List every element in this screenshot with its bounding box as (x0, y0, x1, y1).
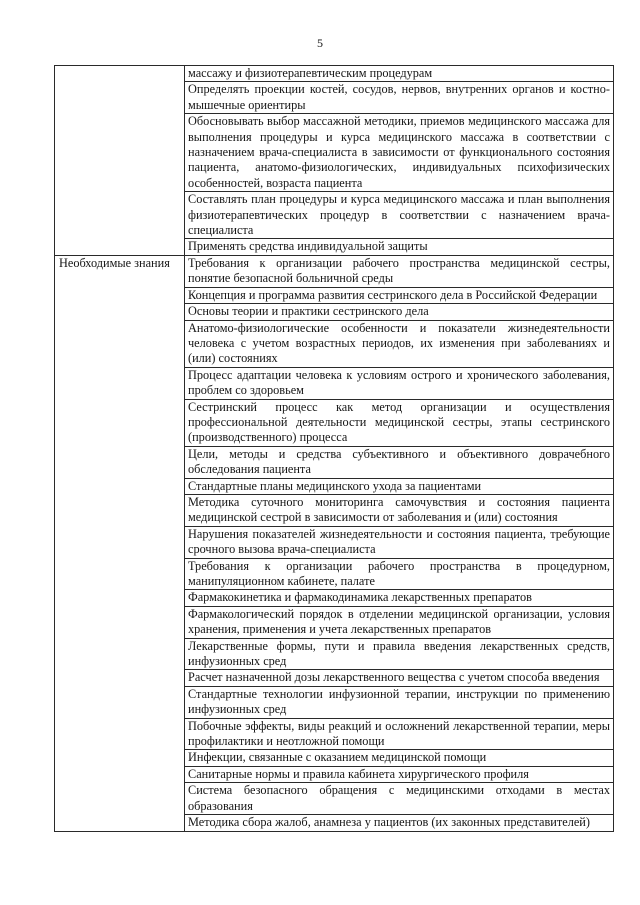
requirement-item: Сестринский процесс как метод организации и осуществления профессиональной деятельности медицинской сестры, этапы сестринского (производственного) процесса (185, 399, 614, 446)
requirement-item: Методика суточного мониторинга самочувствия и состояния пациента медицинской сестрой в зависимости от заболевания и (или) состояния (185, 494, 614, 526)
requirement-item: Расчет назначенной дозы лекарственного вещества с учетом способа введения (185, 670, 614, 686)
requirement-item: Фармакокинетика и фармакодинамика лекарственных препаратов (185, 590, 614, 606)
section-label (55, 66, 185, 256)
requirement-item: Анатомо-физиологические особенности и показатели жизнедеятельности человека с учетом возрастных периодов, их изменения при заболеваниях и (или) состояниях (185, 320, 614, 367)
requirement-item: Побочные эффекты, виды реакций и осложнений лекарственной терапии, меры профилактики и неотложной помощи (185, 718, 614, 750)
requirement-item: Процесс адаптации человека к условиям острого и хронического заболевания, проблем со здоровьем (185, 367, 614, 399)
requirement-item: Нарушения показателей жизнедеятельности и состояния пациента, требующие срочного вызова врача-специалиста (185, 526, 614, 558)
section-label: Необходимые знания (55, 255, 185, 831)
requirement-item: Применять средства индивидуальной защиты (185, 239, 614, 255)
requirement-item: Основы теории и практики сестринского дела (185, 304, 614, 320)
requirement-item: Определять проекции костей, сосудов, нервов, внутренних органов и костно-мышечные ориентиры (185, 82, 614, 114)
requirement-item: Составлять план процедуры и курса медицинского массажа и план выполнения физиотерапевтических процедур в соответствии с назначением врача-специалиста (185, 192, 614, 239)
requirement-item: Фармакологический порядок в отделении медицинской организации, условия хранения, применения и учета лекарственных препаратов (185, 606, 614, 638)
requirement-item: Стандартные технологии инфузионной терапии, инструкции по применению инфузионных сред (185, 686, 614, 718)
requirement-item: Стандартные планы медицинского ухода за пациентами (185, 478, 614, 494)
requirement-item: Лекарственные формы, пути и правила введения лекарственных средств, инфузионных сред (185, 638, 614, 670)
page-number: 5 (317, 36, 323, 50)
requirement-item: Система безопасного обращения с медицинскими отходами в местах образования (185, 783, 614, 815)
requirement-item: Концепция и программа развития сестринского дела в Российской Федерации (185, 287, 614, 303)
requirement-item: Инфекции, связанные с оказанием медицинской помощи (185, 750, 614, 766)
requirement-item: Обосновывать выбор массажной методики, приемов медицинского массажа для выполнения процедуры и курса медицинского массажа в соответствии с назначением врача-специалиста в зависимости от функционального состояния пациента, анатомо-физиологических, индивидуальных психофизических особенностей, возраста пациента (185, 114, 614, 192)
table-row (55, 66, 614, 82)
requirement-item: Санитарные нормы и правила кабинета хирургического профиля (185, 766, 614, 782)
requirement-item: Методика сбора жалоб, анамнеза у пациентов (их законных представителей) (185, 815, 614, 831)
requirement-item: Требования к организации рабочего пространства в процедурном, манипуляционном кабинете, палате (185, 558, 614, 590)
requirement-item: Требования к организации рабочего пространства медицинской сестры, понятие безопасной больничной среды (185, 255, 614, 287)
requirements-table (54, 65, 614, 832)
requirement-item: Цели, методы и средства субъективного и объективного доврачебного обследования пациента (185, 446, 614, 478)
table-row (55, 255, 614, 287)
requirement-item: массажу и физиотерапевтическим процедурам (185, 66, 614, 82)
requirements-table-body (55, 66, 614, 832)
